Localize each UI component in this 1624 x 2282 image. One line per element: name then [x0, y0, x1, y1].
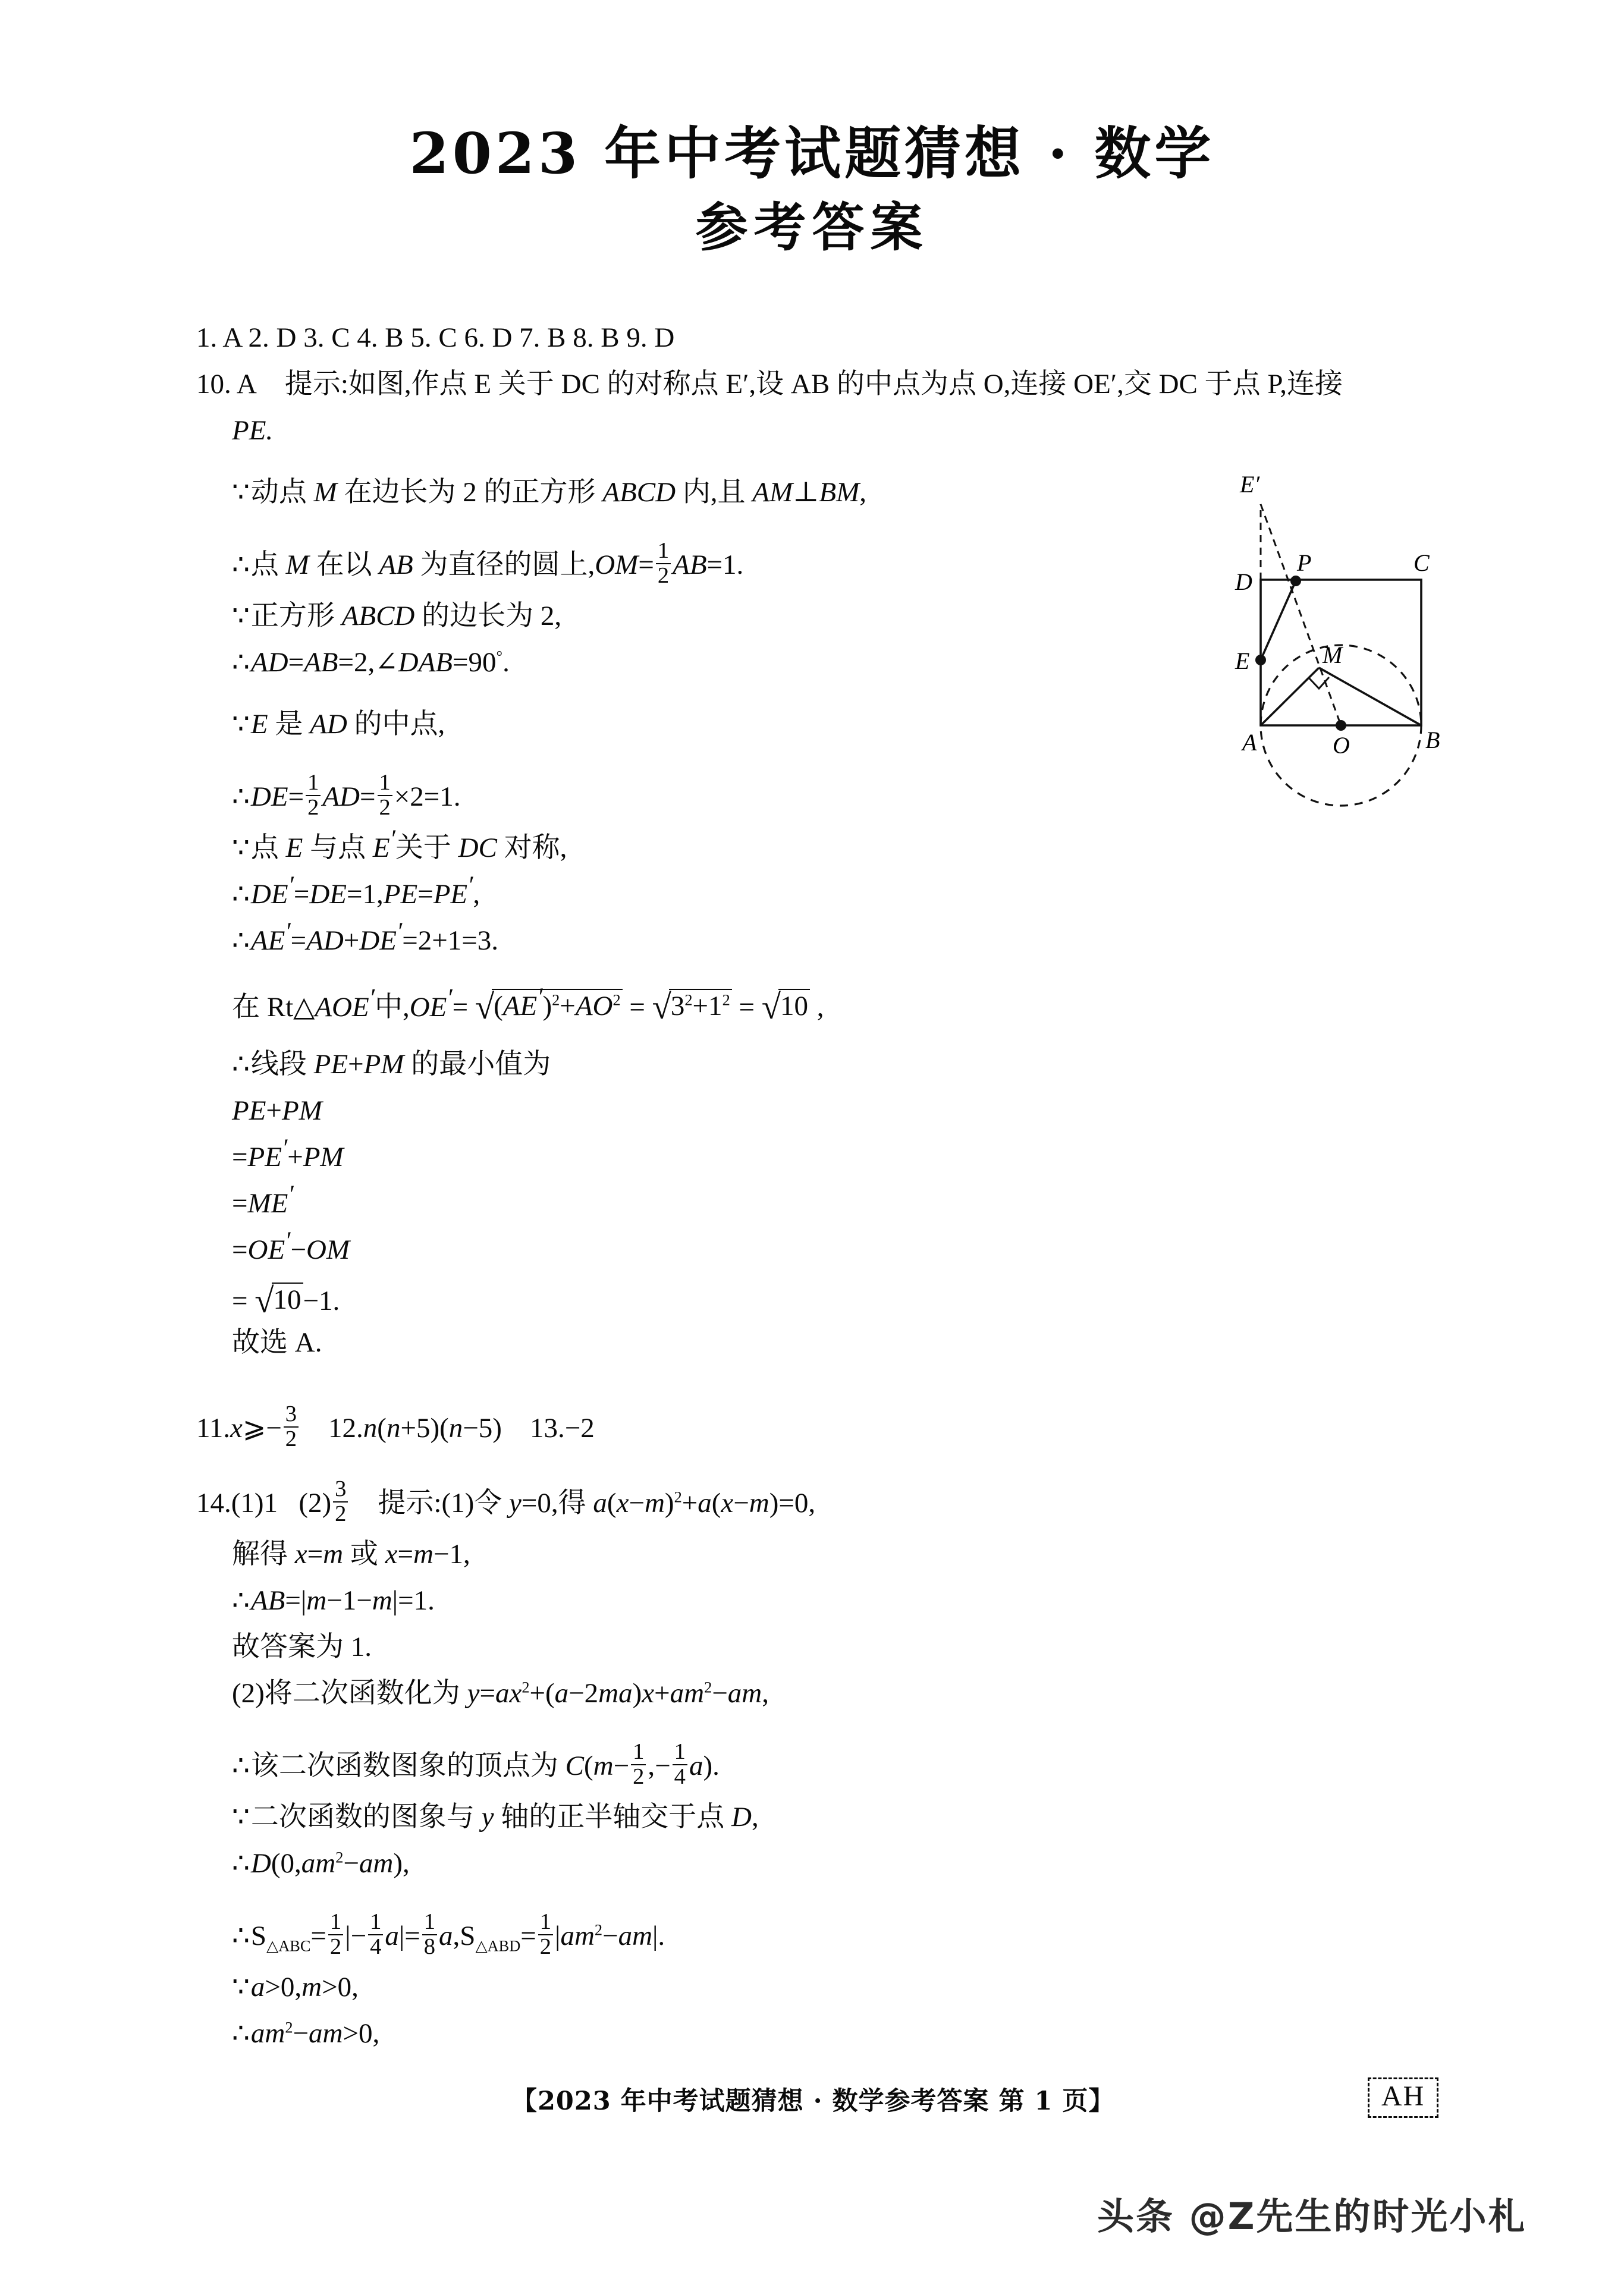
- var-m: m: [413, 1539, 434, 1570]
- numerator: 3: [284, 1403, 299, 1427]
- denominator: 2: [657, 562, 670, 588]
- denominator: 4: [674, 1764, 686, 1789]
- var-m: m: [306, 1585, 327, 1616]
- q14-line-11: $\therefore am^2-am>0$,: [232, 2018, 380, 2049]
- q14-part1-answer: (1)1: [231, 1488, 278, 1519]
- var-PE-prime: PE: [247, 1142, 282, 1173]
- q10-step-13: =PE′+PM: [232, 1134, 344, 1173]
- radicand: 10: [778, 989, 810, 1020]
- var-am: am: [727, 1678, 762, 1709]
- prime-mark: ′: [288, 871, 294, 900]
- var-m: m: [372, 1585, 392, 1616]
- denominator: 2: [633, 1764, 645, 1789]
- var-AE-prime: AE: [250, 925, 285, 956]
- fraction-one-half: [538, 1910, 553, 1959]
- numerator: 1: [631, 1740, 646, 1765]
- q11-q13-line: [196, 1401, 1433, 1451]
- q10-step-5: ∵E 是 AD 的中点,: [232, 709, 445, 740]
- therefore-symbol: ∴: [232, 1049, 250, 1080]
- numerator: 1: [378, 771, 392, 796]
- q10-hint-text: 如图,作点 E 关于 DC 的对称点 E′,设 AB 的中点为点 O,连接 OE′,交 DC 于点 P,连接: [348, 369, 1343, 400]
- var-am: am: [560, 1920, 595, 1952]
- var-AD: AD: [250, 647, 288, 678]
- var-S: S: [460, 1920, 476, 1952]
- prime-mark: ′: [389, 825, 395, 853]
- figure-label-B: B: [1425, 727, 1440, 753]
- q10-step-16: = √10−1.: [232, 1281, 340, 1320]
- q10-hint-line-2: [196, 417, 1433, 463]
- var-AD: AD: [322, 781, 360, 813]
- fraction-one-half: [306, 771, 321, 819]
- var-D: D: [731, 1802, 752, 1832]
- var-PE: PE: [383, 879, 418, 910]
- denominator: 2: [329, 1934, 342, 1959]
- var-m: m: [749, 1488, 769, 1519]
- var-x: x: [721, 1488, 734, 1519]
- figure-label-D: D: [1235, 568, 1252, 595]
- point-P: [1290, 576, 1301, 586]
- var-AD: AD: [306, 925, 344, 956]
- q13-value: −2: [564, 1413, 595, 1444]
- var-am: am: [670, 1678, 705, 1709]
- objective-answers-line: 1. A 2. D 3. C 4. B 5. C 6. D 7. B 8. B 9. D: [196, 322, 675, 353]
- var-PM: PM: [363, 1049, 404, 1080]
- trailing-comma: ,: [816, 991, 824, 1023]
- prime-mark: ′: [285, 1227, 291, 1255]
- spacer: [196, 973, 1433, 989]
- var-x: x: [230, 1413, 243, 1444]
- var-ABCD: ABCD: [602, 477, 676, 508]
- numerator: 1: [538, 1910, 553, 1935]
- numerator: 1: [656, 539, 671, 564]
- q10-step-7: ∵点 E 与点 E′关于 DC 对称,: [232, 825, 567, 863]
- q10-step-8: ∴DE′=DE=1,PE=PE′,: [232, 871, 480, 910]
- denominator: 8: [423, 1934, 436, 1959]
- therefore-symbol: ∴: [232, 647, 250, 678]
- var-PM: PM: [281, 1095, 322, 1126]
- degree-symbol: °: [496, 647, 503, 665]
- var-x: x: [385, 1539, 398, 1570]
- spacer: [196, 1375, 1433, 1404]
- q10-step-6: ∴DE= $\frac{1}{2}$ AD= $\frac{1}{2}$ ×2=1.: [232, 770, 461, 820]
- q10-step-15: =OE′−OM: [232, 1227, 350, 1265]
- prime-mark: ′: [396, 917, 403, 946]
- radical-sign: √: [255, 1281, 274, 1320]
- expr: −5): [463, 1413, 502, 1444]
- fraction-three-halves: [333, 1478, 348, 1526]
- fraction-one-half: [328, 1910, 343, 1959]
- var-AD: AD: [310, 709, 347, 740]
- var-DE-prime: DE: [359, 925, 397, 956]
- var-AB: AB: [379, 549, 413, 581]
- spacer: [196, 1726, 1433, 1742]
- var-E: E: [285, 832, 303, 863]
- figure-label-C: C: [1413, 549, 1430, 576]
- var-n: n: [448, 1413, 463, 1444]
- therefore-symbol: ∴: [232, 1848, 250, 1879]
- var-OE-prime: OE: [247, 1234, 285, 1265]
- q10-step-11: ∴线段 PE+PM 的最小值为: [232, 1049, 551, 1080]
- var-m: m: [593, 1750, 614, 1782]
- minus-one: −1.: [303, 1285, 340, 1316]
- prime-mark: ′: [369, 984, 375, 1013]
- var-am: am: [309, 2018, 343, 2049]
- var-y: y: [467, 1678, 480, 1709]
- radical-sign: √: [652, 987, 671, 1026]
- fraction-one-quarter: [368, 1910, 383, 1959]
- q10-step-3: ∵正方形 ABCD 的边长为 2,: [232, 601, 562, 631]
- region-badge: AH: [1368, 2077, 1438, 2118]
- prime-mark: ′: [288, 1180, 294, 1209]
- q14-line-2: 解得 x=m 或 x=m−1,: [232, 1539, 470, 1570]
- var-DE: DE: [250, 781, 288, 813]
- var-PM: PM: [303, 1142, 344, 1173]
- var-S: S: [250, 1920, 267, 1952]
- numerator: 1: [328, 1910, 343, 1935]
- var-DE-prime: DE: [250, 879, 288, 910]
- spacer: [196, 1958, 1433, 1973]
- spacer: [196, 1896, 1433, 1912]
- var-y: y: [481, 1802, 494, 1832]
- point-O: [1336, 720, 1346, 731]
- q14-line-5: (2)将二次函数化为 $y=ax^2+(a-2ma)x+am^2-am$,: [232, 1678, 769, 1709]
- page-title-block: [0, 119, 1624, 261]
- prime-mark: ′: [467, 871, 473, 900]
- subscript-triangle-ABC: △ABC: [266, 1937, 311, 1955]
- prime-mark: ′: [447, 984, 453, 1013]
- numerator: 1: [368, 1910, 383, 1935]
- q14-hint-label: 提示:: [378, 1488, 442, 1519]
- q14-line-9: $\therefore S_{\triangle ABC}=$ $\frac{1}{2}$ |− $\frac{1}{4}$ a|= $\frac{1}{8}$ $a,S_{\triangle ABD}=$ $\frac{1}{2}$ $|am^2-am|$.: [232, 1909, 665, 1959]
- subscript-triangle-ABD: △ABD: [475, 1937, 521, 1955]
- fraction-one-quarter: [673, 1740, 687, 1788]
- prime-mark: ′: [285, 917, 291, 946]
- var-OE: OE: [409, 991, 447, 1023]
- q10-step-1: ∵动点 M 在边长为 2 的正方形 ABCD 内,且 AM⊥BM,: [232, 477, 866, 508]
- radical-sign: √: [475, 987, 495, 1026]
- page-subtitle: 参考答案: [695, 196, 929, 258]
- spacer: [196, 1450, 1433, 1479]
- q10-step-14: =ME′: [232, 1180, 294, 1219]
- therefore-symbol: ∴: [232, 781, 250, 813]
- page-title: 2023 年中考试题猜想 · 数学: [409, 121, 1215, 187]
- q10-step-2: ∴点 M 在以 AB 为直径的圆上,OM= $\frac{1}{2}$ AB=1.: [232, 538, 744, 588]
- q12-label: 12.: [328, 1413, 363, 1444]
- radical-10: [255, 1283, 303, 1319]
- figure-label-E-prime: E′: [1240, 471, 1260, 498]
- var-x: x: [294, 1539, 307, 1570]
- denominator: 2: [335, 1501, 347, 1526]
- q14-line-1: 14.(1)1 (2) $\frac{3}{2}$ 提示:(1)令 y=0,得 $a(x-m)^2+a(x-m)=0$,: [196, 1476, 816, 1526]
- therefore-symbol: ∴: [232, 549, 250, 581]
- q13-label: 13.: [529, 1413, 565, 1444]
- because-symbol: ∵: [232, 709, 250, 740]
- q11-label: 11.: [196, 1413, 231, 1444]
- footer-text: 【2023 年中考试题猜想 · 数学参考答案 第 1 页】: [511, 2086, 1115, 2116]
- numerator: 1: [306, 771, 321, 796]
- q14-line-6: ∴该二次函数图象的顶点为 C(m− $\frac{1}{2}$ ,− $\frac{1}{4}$ a).: [232, 1739, 720, 1789]
- segment-AM: [1261, 668, 1319, 725]
- therefore-symbol: ∴: [232, 1750, 250, 1782]
- q10-step-10: 在 Rt△AOE′中$,OE'= √(AE')^2+AO^2 = √3^2+1^2 = √10$ ,: [232, 983, 824, 1026]
- var-y: y: [509, 1488, 522, 1519]
- denominator: 2: [285, 1426, 297, 1451]
- fraction-one-half: [631, 1740, 646, 1788]
- var-m: m: [644, 1488, 665, 1519]
- q10-hint-text-2: PE.: [232, 415, 274, 446]
- denominator: 2: [379, 794, 391, 820]
- var-OM: OM: [306, 1234, 350, 1265]
- var-am: am: [359, 1848, 394, 1879]
- var-PE: PE: [313, 1049, 348, 1080]
- fraction-one-eighth: [422, 1910, 437, 1959]
- because-symbol: ∵: [232, 601, 250, 631]
- var-ABCD: ABCD: [341, 601, 415, 631]
- var-a: a: [439, 1920, 453, 1952]
- var-n: n: [386, 1413, 401, 1444]
- var-AM: AM: [752, 477, 793, 508]
- q10-step-12: PE+PM: [232, 1095, 322, 1126]
- radicand: $3^2+1^2$: [669, 989, 732, 1020]
- var-M: M: [313, 477, 337, 508]
- radical-3-1: [652, 989, 732, 1025]
- var-m: m: [323, 1539, 344, 1570]
- figure-label-P: P: [1297, 549, 1312, 576]
- t: =0,得: [521, 1488, 593, 1519]
- var-M: M: [285, 549, 309, 581]
- q10-hint-label: 提示:: [284, 369, 348, 400]
- because-symbol: ∵: [232, 1802, 250, 1832]
- q14-part2-label: (2): [299, 1488, 332, 1519]
- numerator: 1: [673, 1740, 687, 1765]
- var-AOE: AOE: [315, 991, 369, 1023]
- q10-hint-line-1: [196, 370, 1433, 417]
- var-m: m: [301, 1972, 322, 2003]
- var-ax: ax: [495, 1678, 522, 1709]
- ge-symbol: ⩾−: [242, 1413, 282, 1444]
- figure-label-E: E: [1235, 647, 1250, 674]
- var-x: x: [616, 1488, 629, 1519]
- fraction-three-halves: [284, 1403, 299, 1451]
- q14-line-4: 故答案为 1.: [232, 1632, 372, 1662]
- var-ME-prime: ME: [247, 1188, 288, 1219]
- var-C: C: [565, 1750, 585, 1782]
- var-BM: BM: [819, 477, 860, 508]
- var-a: a: [250, 1972, 265, 2003]
- because-symbol: ∵: [232, 832, 250, 863]
- var-ma: ma: [598, 1678, 633, 1709]
- radicand: $(AE')^2+AO^2$: [492, 989, 622, 1020]
- var-PE: PE: [232, 1095, 266, 1126]
- numerator: 3: [333, 1478, 348, 1502]
- denominator: 2: [307, 794, 319, 820]
- paren: (: [377, 1413, 387, 1444]
- q14-line-8: $\therefore D(0,am^2-am)$,: [232, 1848, 410, 1879]
- q14-line-3: ∴AB=|m−1−m|=1.: [232, 1585, 435, 1616]
- t: (2)将二次函数化为: [232, 1678, 467, 1709]
- var-a: a: [593, 1488, 607, 1519]
- var-PE-prime: PE: [433, 879, 468, 910]
- therefore-symbol: ∴: [232, 925, 250, 956]
- var-am: am: [250, 2018, 285, 2049]
- q14-line-7: ∵二次函数的图象与 y 轴的正半轴交于点 D,: [232, 1802, 759, 1832]
- radical-sign: √: [761, 987, 781, 1026]
- therefore-symbol: ∴: [232, 2018, 250, 2049]
- numerator: 1: [422, 1910, 437, 1935]
- because-symbol: ∵: [232, 477, 250, 508]
- geometry-figure: [1180, 458, 1490, 809]
- var-a: a: [698, 1488, 712, 1519]
- watermark: 头条 @Z先生的时光小札: [1097, 2195, 1527, 2238]
- segment-EP: [1261, 581, 1296, 660]
- var-AB: AB: [250, 1585, 285, 1616]
- var-AB: AB: [673, 549, 707, 581]
- var-OM: OM: [595, 549, 639, 581]
- geometry-figure-svg: [1180, 458, 1490, 809]
- var-DAB: DAB: [398, 647, 453, 678]
- q10-step-9: ∴AE′=AD+DE′=2+1=3.: [232, 917, 498, 956]
- therefore-symbol: ∴: [232, 879, 250, 910]
- q10-label: 10. A: [196, 369, 257, 400]
- var-a: a: [385, 1920, 399, 1952]
- var-n: n: [363, 1413, 378, 1444]
- point-E: [1255, 655, 1266, 665]
- fraction-one-half: [656, 539, 671, 587]
- var-E-prime: E: [372, 832, 390, 863]
- segment-MB: [1319, 668, 1421, 725]
- q14-label: 14.: [196, 1488, 231, 1519]
- because-symbol: ∵: [232, 1972, 250, 2003]
- figure-label-O: O: [1333, 732, 1350, 759]
- q14-line-10: ∵a>0,m>0,: [232, 1972, 359, 2003]
- var-E: E: [250, 709, 268, 740]
- therefore-symbol: ∴: [232, 1585, 250, 1616]
- expr: +5)(: [400, 1413, 449, 1444]
- var-a: a: [689, 1750, 703, 1782]
- radicand: 10: [272, 1283, 303, 1314]
- denominator: 2: [539, 1934, 552, 1959]
- radical-10: [762, 989, 810, 1025]
- radical-AE-AO: [475, 983, 623, 1026]
- denominator: 4: [370, 1934, 382, 1959]
- figure-label-M: M: [1323, 642, 1343, 668]
- var-x: x: [642, 1678, 655, 1709]
- var-DC: DC: [458, 832, 497, 863]
- segment-E-prime-O-dashed: [1261, 504, 1341, 725]
- var-D: D: [250, 1848, 271, 1879]
- q10-step-4: ∴AD=AB=2,∠DAB=90°.: [232, 647, 510, 678]
- var-am: am: [301, 1848, 336, 1879]
- figure-label-A: A: [1242, 729, 1257, 756]
- therefore-symbol: ∴: [232, 1920, 250, 1952]
- var-AB: AB: [304, 647, 338, 678]
- fraction-one-half: [378, 771, 392, 819]
- var-am: am: [618, 1920, 653, 1952]
- t: (1)令: [441, 1488, 510, 1519]
- var-DE: DE: [309, 879, 347, 910]
- q10-conclusion: 故选 A.: [232, 1327, 322, 1358]
- var-a: a: [554, 1678, 569, 1709]
- prime-mark: ′: [281, 1134, 288, 1162]
